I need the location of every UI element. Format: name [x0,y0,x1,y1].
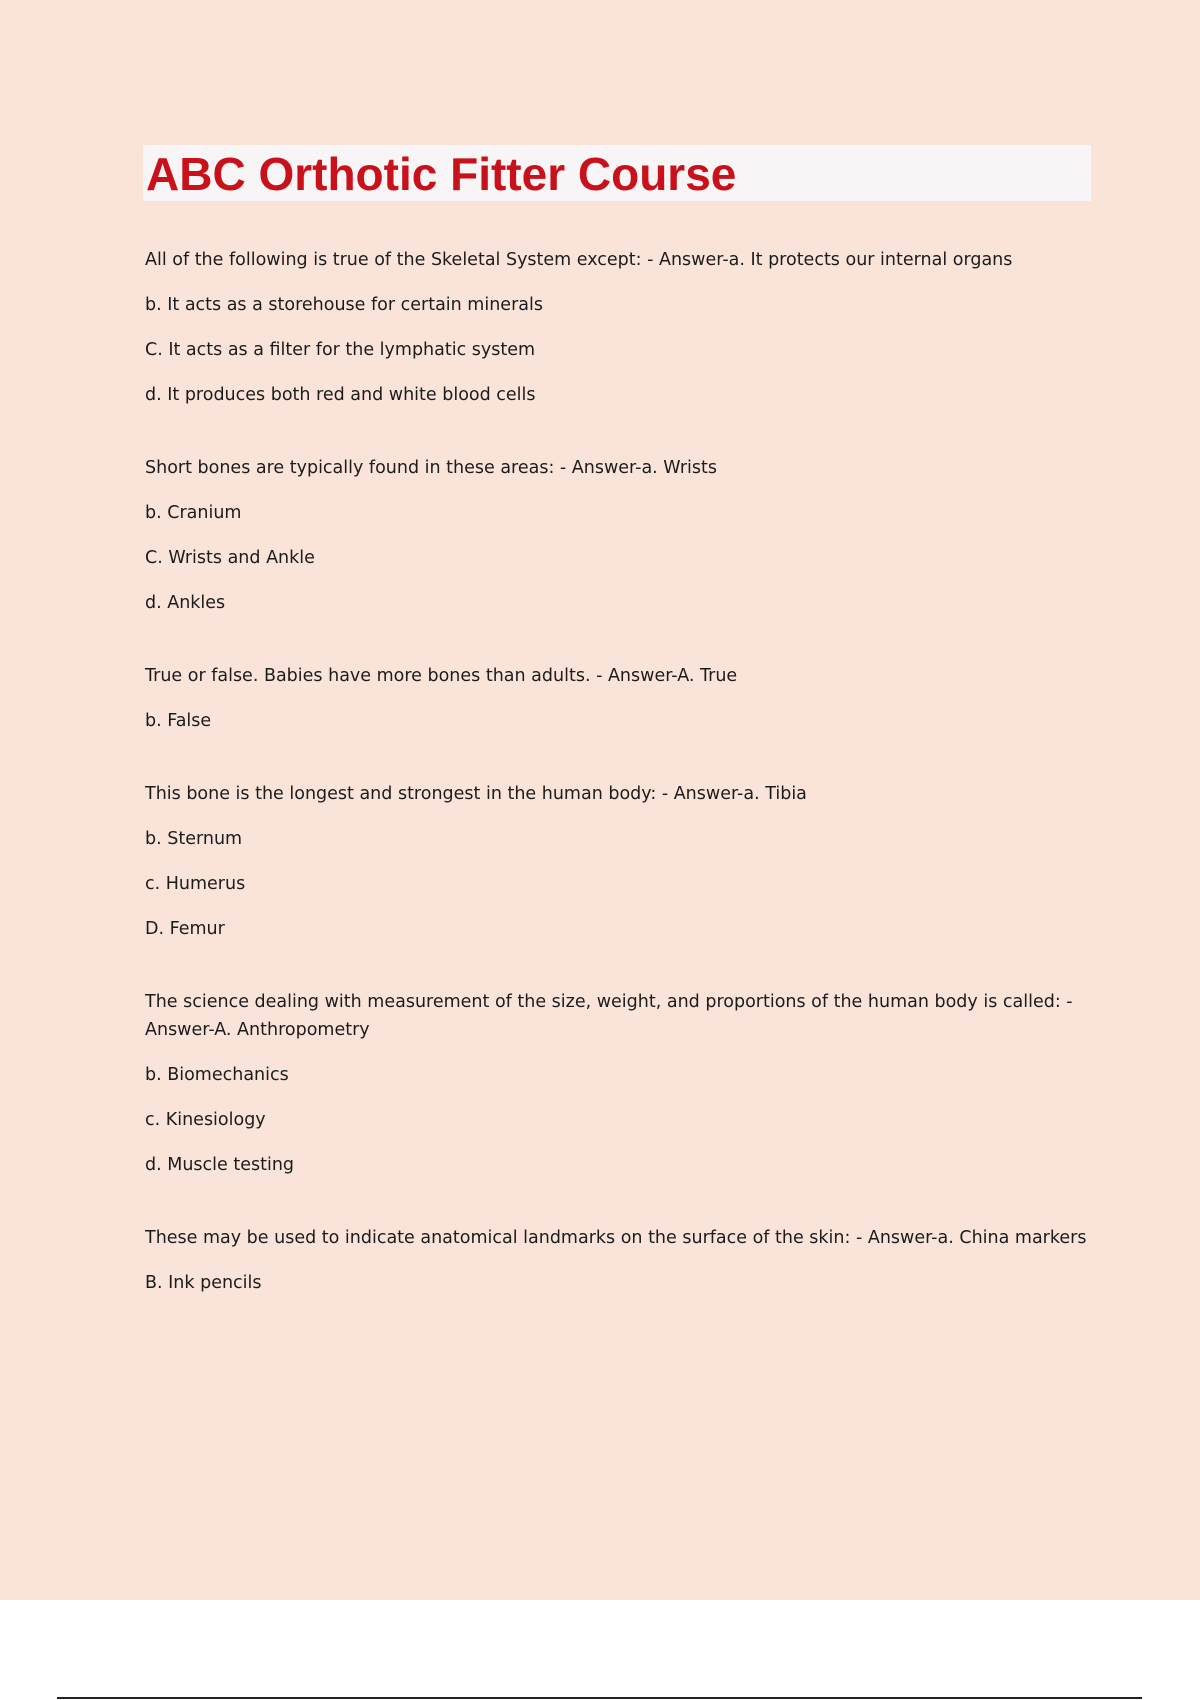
answer-option: d. Muscle testing [145,1155,295,1175]
answer-option: d. Ankles [145,593,226,613]
answer-option: b. Sternum [145,829,243,849]
question-block [145,988,1095,1179]
answer-option: d. It produces both red and white blood cells [145,385,536,405]
answer-option: b. Cranium [145,503,242,523]
answer-option: b. It acts as a storehouse for certain minerals [145,295,543,315]
question-block [145,1224,1095,1297]
answer-option: b. Biomechanics [145,1065,289,1085]
question-block [145,246,1095,409]
question-text: These may be used to indicate anatomical landmarks on the surface of the skin: - Answer-a. China markers [145,1228,1087,1248]
question-text: True or false. Babies have more bones than adults. - Answer-A. True [145,666,738,686]
question-text: The science dealing with measurement of the size, weight, and proportions of the human body is called: - Answer-A. Anthropometry [145,992,1073,1040]
page-divider [57,1697,1142,1699]
question-text: This bone is the longest and strongest in the human body: - Answer-a. Tibia [145,784,807,804]
document-title: ABC Orthotic Fitter Course [146,148,737,200]
question-block [145,780,1095,943]
question-block [145,662,1095,735]
answer-option: b. False [145,711,212,731]
question-block [145,454,1095,617]
answer-option: c. Humerus [145,874,246,894]
answer-option: c. Kinesiology [145,1110,266,1130]
question-text: Short bones are typically found in these areas: - Answer-a. Wrists [145,458,717,478]
answer-option: B. Ink pencils [145,1273,262,1293]
answer-option: C. It acts as a filter for the lymphatic system [145,340,536,360]
answer-option: C. Wrists and Ankle [145,548,315,568]
answer-option: D. Femur [145,919,225,939]
question-list [145,246,1095,1342]
question-text: All of the following is true of the Skeletal System except: - Answer-a. It protects our internal organs [145,250,1013,270]
